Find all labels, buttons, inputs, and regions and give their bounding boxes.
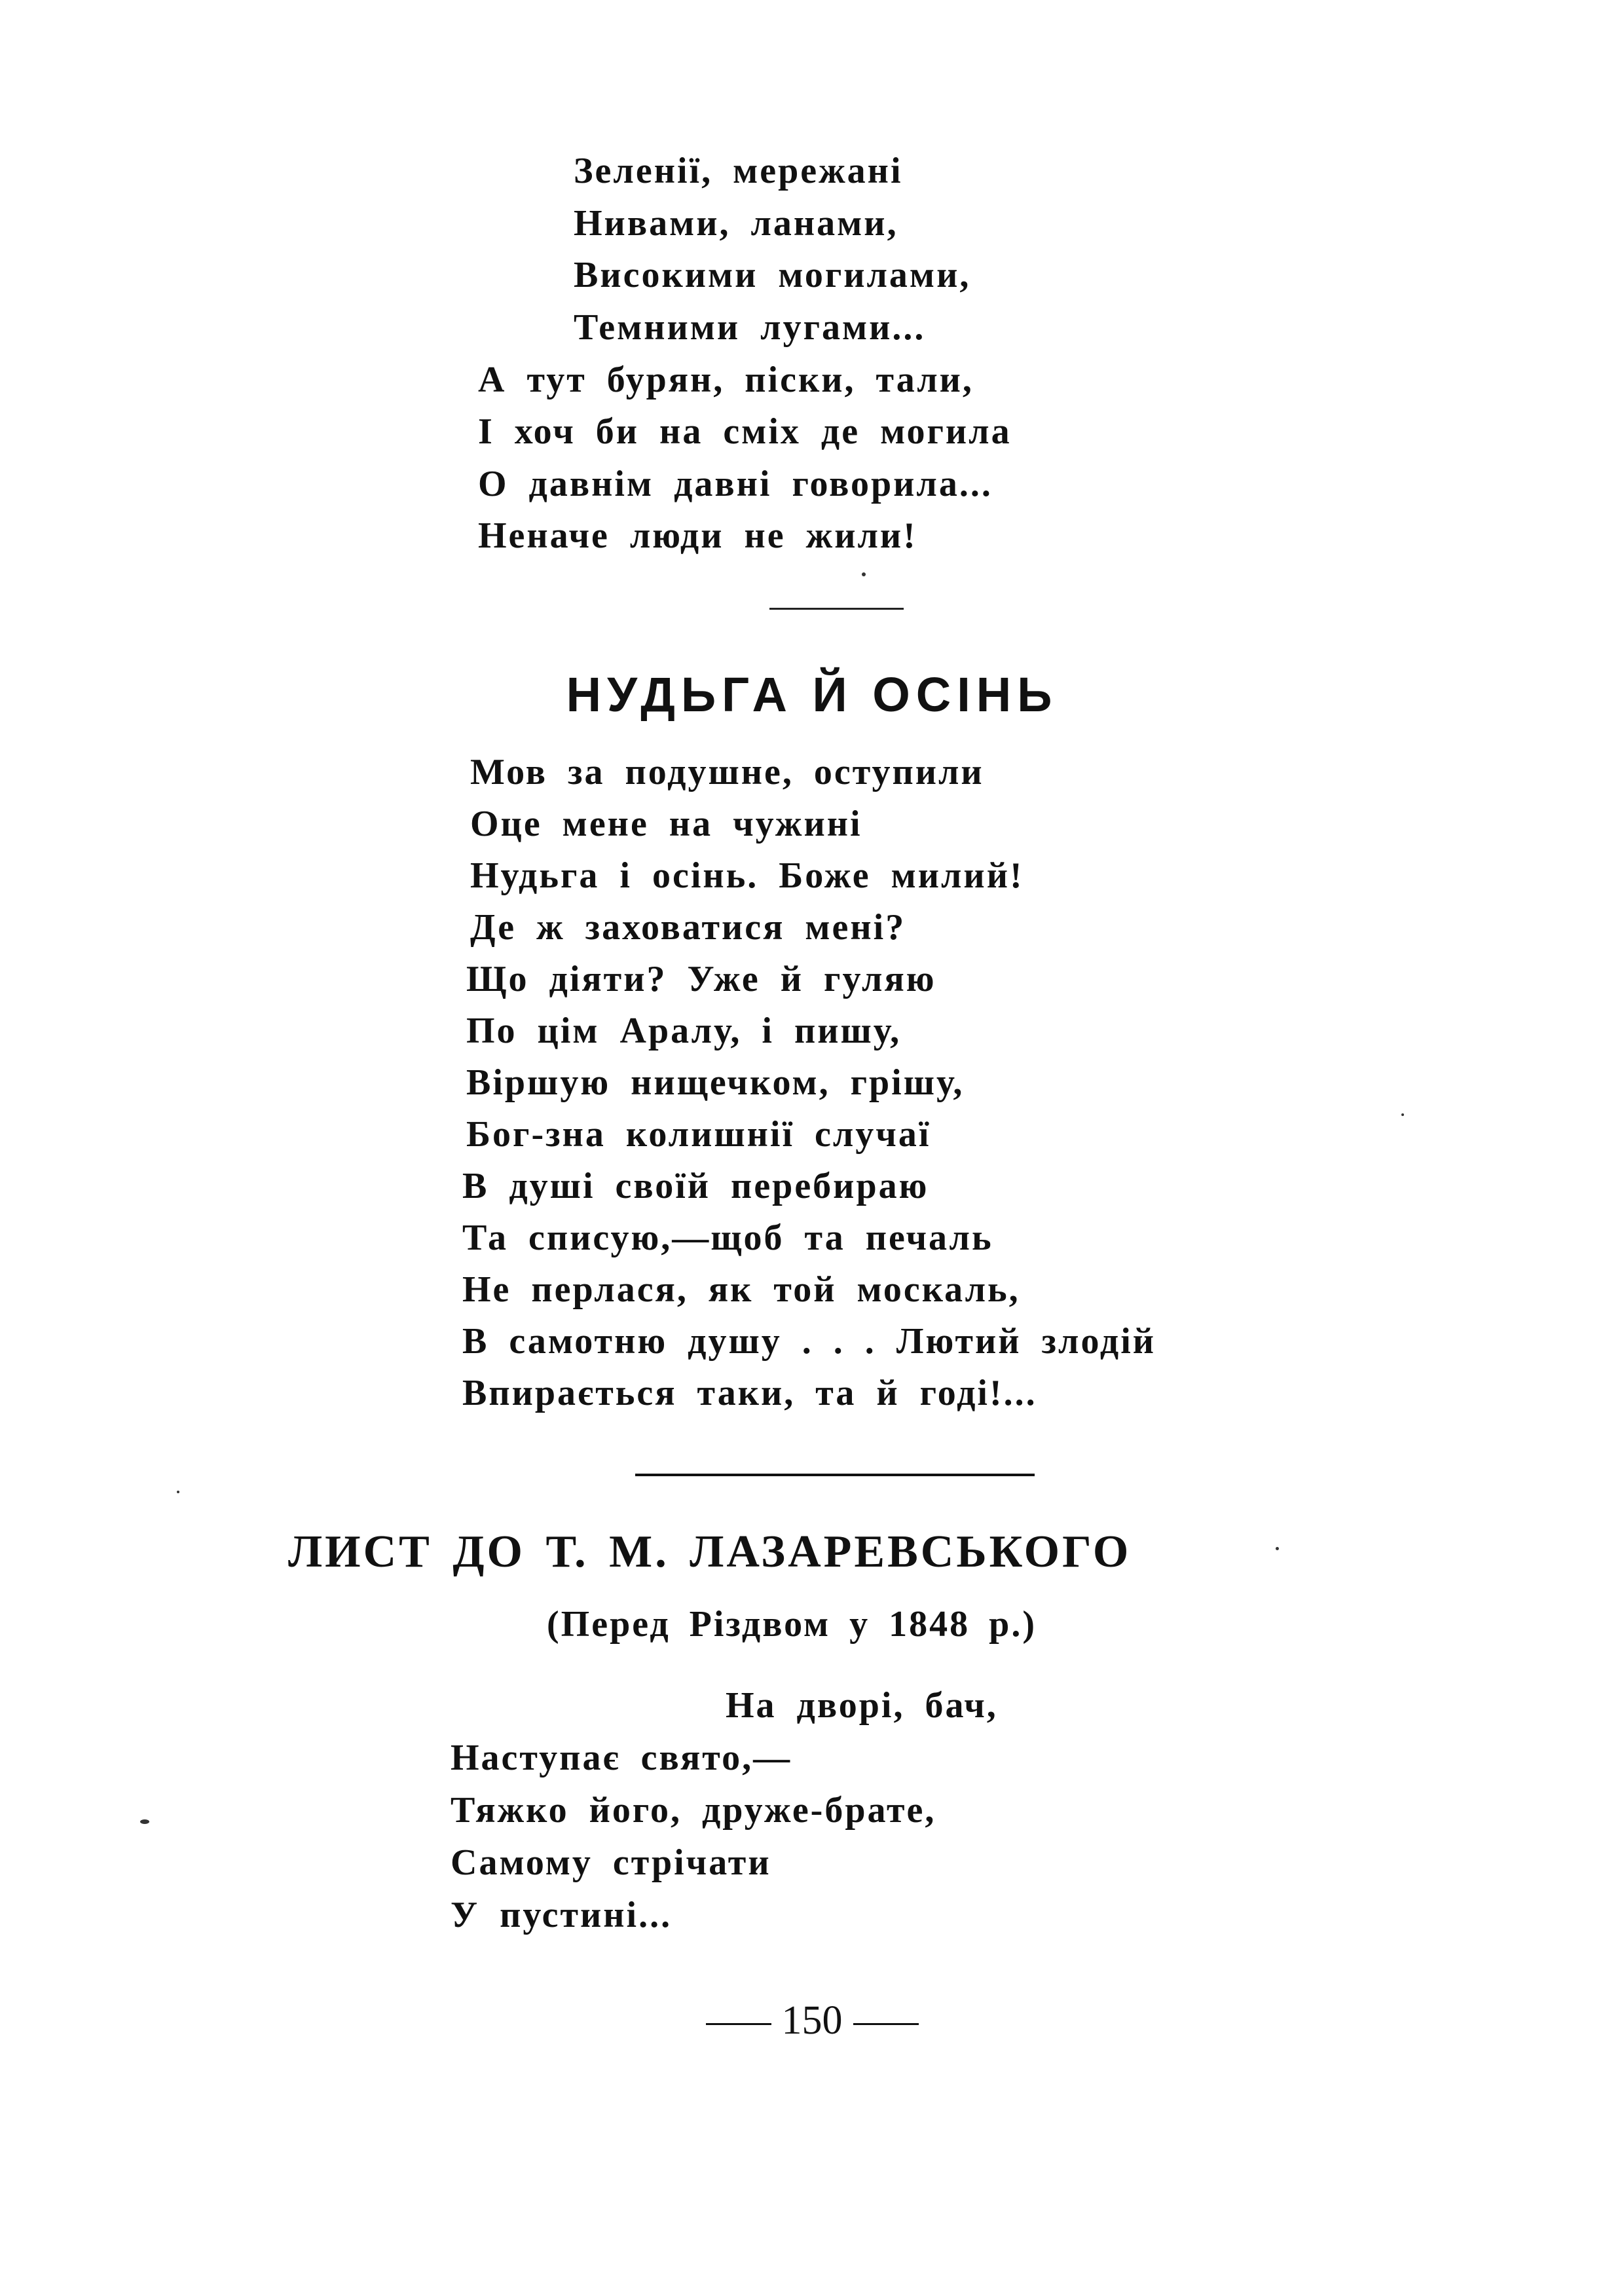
section-divider: [635, 1474, 1035, 1476]
poem-line: У пустині...: [451, 1895, 673, 1935]
poem-3-title: ЛИСТ ДО Т. М. ЛАЗАРЕВСЬКОГО: [288, 1527, 1132, 1577]
poem-line: Самому стрічати: [451, 1842, 771, 1883]
poem-line: Оце мене на чужині: [470, 804, 862, 844]
poem-line: І хоч би на сміх де могила: [478, 411, 1012, 452]
poem-line: О давнім давні говорила...: [478, 464, 993, 504]
scan-speck: [177, 1491, 179, 1493]
poem-line: Нивами, ланами,: [574, 203, 898, 244]
poem-3-subtitle: (Перед Різдвом у 1848 р.): [547, 1604, 1037, 1645]
poem-line: В душі своїй перебираю: [462, 1166, 929, 1206]
scan-speck: [140, 1819, 149, 1824]
section-divider: [769, 608, 904, 610]
page-number: [0, 1998, 1624, 2044]
poem-line: Нудьга і осінь. Боже милий!: [470, 855, 1024, 896]
scan-speck: [1276, 1547, 1279, 1550]
poem-line: Неначе люди не жили!: [478, 515, 917, 556]
poem-line: На дворі, бач,: [726, 1685, 998, 1726]
poem-2-title-text: НУДЬГА Й ОСІНЬ: [566, 667, 1058, 722]
poem-line: Наступає свято,—: [451, 1738, 792, 1778]
poem-line: Віршую нищечком, грішу,: [466, 1062, 965, 1103]
poem-line: Тяжко його, друже-брате,: [451, 1790, 936, 1831]
poem-line: Темними лугами...: [574, 307, 926, 348]
poem-line: Що діяти? Уже й гуляю: [466, 959, 936, 999]
scan-speck: [862, 572, 866, 576]
poem-line: А тут бурян, піски, тали,: [478, 360, 974, 400]
page-number-dash-right: [853, 2023, 919, 2025]
poem-line: Де ж заховатися мені?: [470, 907, 906, 948]
poem-line: Зеленії, мережані: [574, 151, 903, 191]
scan-speck: [1401, 1113, 1404, 1116]
poem-2-title: [0, 667, 1624, 722]
poem-line: Високими могилами,: [574, 255, 971, 295]
poem-line: Мов за подушне, оступили: [470, 752, 984, 792]
poem-line: По цім Аралу, і пишу,: [466, 1011, 902, 1051]
poem-line: Бог-зна колишнії случаї: [466, 1114, 931, 1155]
poem-line: Та списую,—щоб та печаль: [462, 1218, 993, 1258]
poem-line: Впирається таки, та й годі!...: [462, 1373, 1037, 1413]
page-number-dash-left: [706, 2023, 771, 2025]
poem-line: Не перлася, як той москаль,: [462, 1269, 1020, 1310]
page-number-value: 150: [781, 1998, 843, 2043]
poem-line: В самотню душу . . . Лютий злодій: [462, 1321, 1156, 1362]
